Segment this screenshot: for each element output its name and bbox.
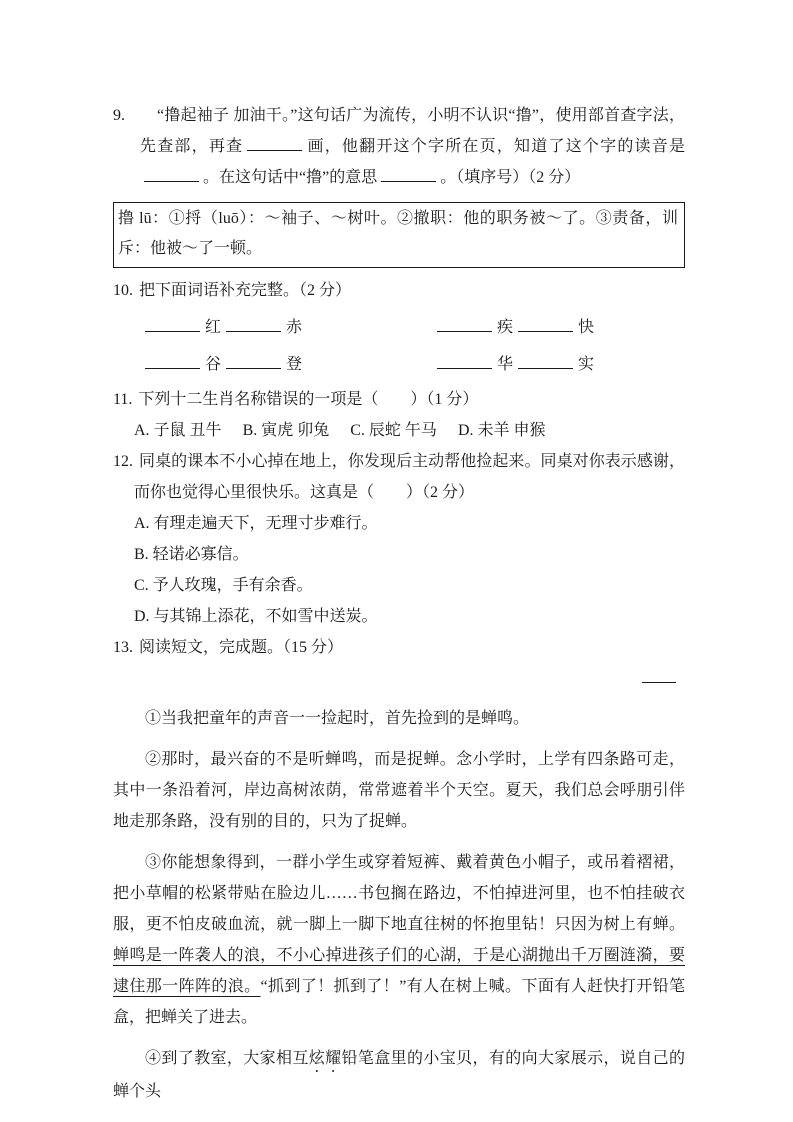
q11-option-d: D. 未羊 申猴 <box>457 422 546 439</box>
q12-number: 12. <box>113 453 133 470</box>
paragraph-marker: ④ <box>145 1050 162 1067</box>
question-9 <box>113 100 685 193</box>
passage-paragraph-4 <box>113 1043 685 1107</box>
question-12 <box>113 446 685 508</box>
page-content <box>113 100 685 1107</box>
word-blank <box>518 354 573 369</box>
q9-text-part4: 。（填序号）（2 分） <box>440 169 581 186</box>
paragraph-text: “抓到了！抓到了！”有人在树上喊。下面有人赶快打开铅笔盒，把蝉关了进去。 <box>113 978 685 1026</box>
passage-paragraph-2 <box>113 744 685 837</box>
q11-option-a: A. 子鼠 丑牛 <box>134 422 222 439</box>
emphasized-word: 炫耀 <box>308 1050 342 1067</box>
word-char: 华 <box>497 356 514 373</box>
word-char: 登 <box>286 356 303 373</box>
q9-text-part3: 。在这句话中“撸”的意思 <box>203 169 378 186</box>
word-char: 赤 <box>286 319 303 336</box>
word-char: 疾 <box>497 319 514 336</box>
q12-option-a: A. 有理走遍天下，无理寸步难行。 <box>134 515 378 532</box>
word-blank <box>518 317 573 332</box>
paragraph-marker: ① <box>145 710 162 727</box>
q10-number: 10. <box>113 282 133 299</box>
definition-box <box>113 202 685 268</box>
q9-number: 9. <box>113 107 125 124</box>
paragraph-marker: ② <box>145 751 162 768</box>
word-blank <box>226 317 281 332</box>
q11-title: 下列十二生肖名称错误的一项是（ ）（1 分） <box>138 391 479 408</box>
word-char: 谷 <box>205 356 222 373</box>
word-blank <box>145 317 200 332</box>
q10-title: 把下面词语补充完整。（2 分） <box>139 282 352 299</box>
word-char: 快 <box>578 319 595 336</box>
paragraph-text: 到了教室，大家相互 <box>161 1050 309 1067</box>
word-blank <box>226 354 281 369</box>
word-group-gu-deng <box>140 348 432 382</box>
word-blank <box>437 317 492 332</box>
word-char: 红 <box>205 319 222 336</box>
q9-blank-strokes <box>247 136 302 151</box>
q11-option-b: B. 寅虎 卯兔 <box>242 422 330 439</box>
q12-option-c: C. 予人玫瑰，手有余香。 <box>134 577 313 594</box>
q11-number: 11. <box>113 391 133 408</box>
word-group-hong-chi <box>140 311 432 345</box>
q9-blank-pronunciation <box>144 167 199 182</box>
q12-title: 同桌的课本不小心掉在地上，你发现后主动帮他捡起来。同桌对你表示感谢，而你也觉得心里很快乐。这真是（ ）（2 分） <box>134 453 685 501</box>
reading-passage <box>113 703 685 1107</box>
underlined-sentence: 蝉鸣是一阵袭人的浪，不小心掉进孩子们的心湖，于是心湖抛出千万圈涟漪，要逮住那一阵阵的浪。 <box>113 947 685 995</box>
q13-title: 阅读短文，完成题。（15 分） <box>139 639 344 656</box>
passage-title-blank-row <box>113 663 685 694</box>
question-13 <box>113 632 685 663</box>
passage-paragraph-3 <box>113 847 685 1033</box>
q9-text-part2: 画，他翻开这个字所在页，知道了这个字的读音是 <box>306 138 685 155</box>
word-char: 实 <box>578 356 595 373</box>
paragraph-text: 铅笔盒里的小宝贝，有的向大家展示，说自己的蝉个头 <box>113 1050 685 1100</box>
question-11 <box>113 384 685 415</box>
paragraph-text: 当我把童年的声音一一捡起时，首先捡到的是蝉鸣。 <box>161 710 530 727</box>
word-blank <box>145 354 200 369</box>
q13-number: 13. <box>113 639 133 656</box>
q9-blank-meaning <box>381 167 436 182</box>
q10-word-groups <box>140 311 685 382</box>
question-10 <box>113 275 685 306</box>
word-group-ji-kuai <box>432 311 685 345</box>
q11-options <box>134 415 685 446</box>
definition-text: 撸 lū：①捋（luō）：～袖子、～树叶。②撤职：他的职务被～了。③责备，训斥：他被～了一顿。 <box>118 210 678 257</box>
q11-option-c: C. 辰蛇 午马 <box>350 422 437 439</box>
paragraph-text: 你能想象得到，一群小学生或穿着短裤、戴着黄色小帽子，或吊着褶裙，把小草帽的松紧带贴在脸边儿……书包搁在路边，不怕掉进河里，也不怕挂破衣服，更不怕皮破血流，就一脚上一脚下地直往树的怀抱里钻！只因为树上有蝉。 <box>113 854 685 933</box>
passage-title-blank <box>642 670 676 683</box>
word-group-hua-shi <box>432 348 685 382</box>
q12-option-b: B. 轻诺必寡信。 <box>134 546 249 563</box>
q12-option-d: D. 与其锦上添花，不如雪中送炭。 <box>134 608 378 625</box>
passage-paragraph-1 <box>113 703 685 734</box>
paragraph-text: 那时，最兴奋的不是听蝉鸣，而是捉蝉。念小学时，上学有四条路可走，其中一条沿着河，岸边高树浓荫，常常遮着半个天空。夏天，我们总会呼朋引伴地走那条路，没有别的目的，只为了捉蝉。 <box>113 751 685 830</box>
paragraph-marker: ③ <box>145 854 162 871</box>
word-blank <box>437 354 492 369</box>
q9-text-part1: “撸起袖子 加油干。”这句话广为流传，小明不认识“撸”，使用部首查字法，先查部，再查 <box>140 107 685 155</box>
